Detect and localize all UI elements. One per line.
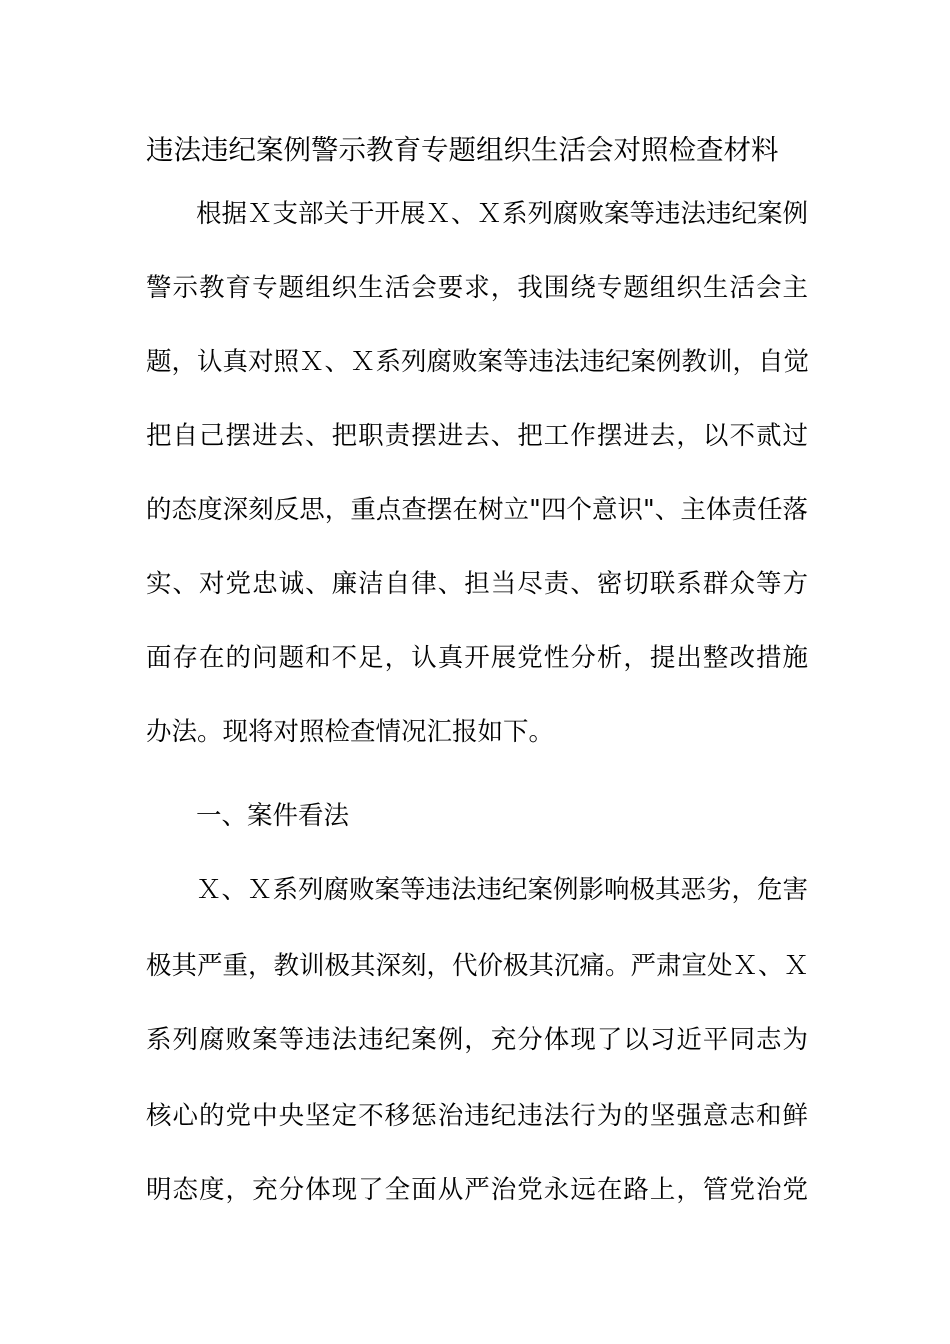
paragraph-line: 面存在的问题和不足，认真开展党性分析，提出整改措施 <box>146 643 808 673</box>
paragraph-line: 实、对党忠诚、廉洁自律、担当尽责、密切联系群众等方 <box>146 569 808 599</box>
paragraph-line: Ｘ、Ｘ系列腐败案等违法违纪案例影响极其恶劣，危害 <box>196 875 809 905</box>
document-title: 违法违纪案例警示教育专题组织生活会对照检查材料 <box>146 134 779 166</box>
section-heading: 一、案件看法 <box>196 801 350 831</box>
paragraph-line: 系列腐败案等违法违纪案例，充分体现了以习近平同志为 <box>146 1025 808 1055</box>
paragraph-line: 根据Ｘ支部关于开展Ｘ、Ｘ系列腐败案等违法违纪案例 <box>196 199 809 229</box>
paragraph-line: 警示教育专题组织生活会要求，我围绕专题组织生活会主 <box>146 273 808 303</box>
paragraph-line: 极其严重，教训极其深刻，代价极其沉痛。严肃宣处Ｘ、Ｘ <box>146 951 810 981</box>
paragraph-line: 明态度，充分体现了全面从严治党永远在路上，管党治党 <box>146 1175 808 1205</box>
paragraph-line: 的态度深刻反思，重点查摆在树立"四个意识"、主体责任落 <box>146 495 808 525</box>
paragraph-line: 把自己摆进去、把职责摆进去、把工作摆进去，以不贰过 <box>146 421 808 451</box>
paragraph-line: 核心的党中央坚定不移惩治违纪违法行为的坚强意志和鲜 <box>146 1101 808 1131</box>
paragraph-line: 题，认真对照Ｘ、Ｘ系列腐败案等违法违纪案例教训，自觉 <box>146 347 810 377</box>
paragraph-line: 办法。现将对照检查情况汇报如下。 <box>146 717 555 747</box>
